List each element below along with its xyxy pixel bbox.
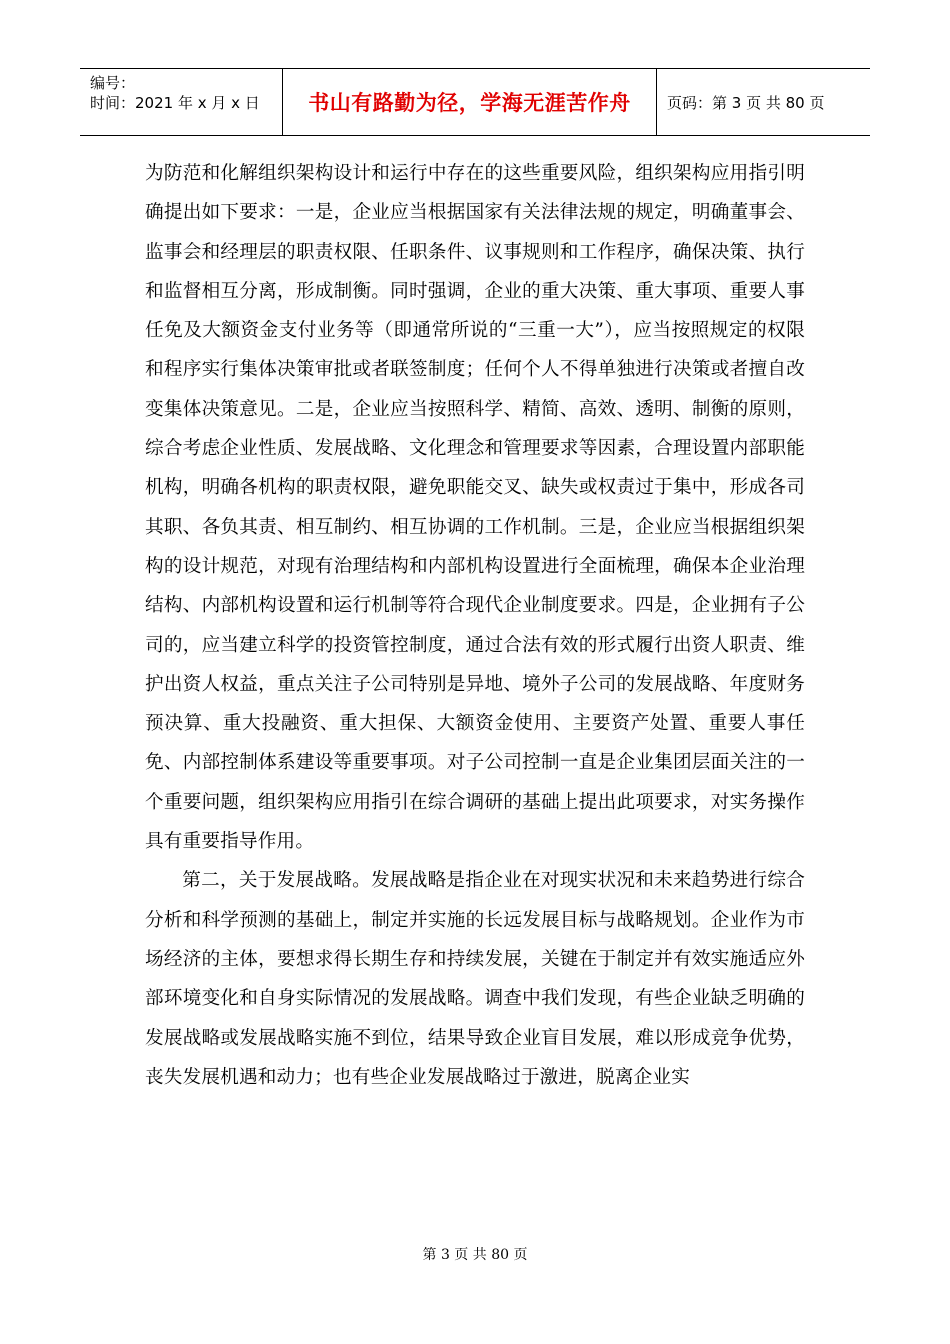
header-motto: 书山有路勤为径，学海无涯苦作舟 (282, 69, 657, 135)
document-body (145, 154, 805, 1097)
document-date-label: 时间：2021 年 x 月 x 日 (90, 94, 260, 112)
header-left-cell (80, 69, 282, 135)
page-header (80, 68, 870, 136)
body-paragraph-2: 第二，关于发展战略。发展战略是指企业在对现实状况和未来趋势进行综合分析和科学预测的基础上，制定并实施的长远发展目标与战略规划。企业作为市场经济的主体，要想求得长期生存和持续发展，关键在于制定并有效实施适应外部环境变化和自身实际情况的发展战略。调查中我们发现，有些企业缺乏明确的发展战略或发展战略实施不到位，结果导致企业盲目发展，难以形成竞争优势，丧失发展机遇和动力；也有些企业发展战略过于激进，脱离企业实 (145, 870, 805, 1088)
header-page-info: 页码：第 3 页 共 80 页 (667, 93, 825, 112)
document-number-label: 编号： (90, 74, 136, 92)
page-footer: 第 3 页 共 80 页 (422, 1247, 528, 1263)
body-paragraph-1: 为防范和化解组织架构设计和运行中存在的这些重要风险，组织架构应用指引明确提出如下要求：一是，企业应当根据国家有关法律法规的规定，明确董事会、监事会和经理层的职责权限、任职条件、议事规则和工作程序，确保决策、执行和监督相互分离，形成制衡。同时强调，企业的重大决策、重大事项、重要人事任免及大额资金支付业务等（即通常所说的“三重一大”），应当按照规定的权限和程序实行集体决策审批或者联签制度；任何个人不得单独进行决策或者擅自改变集体决策意见。二是，企业应当按照科学、精简、高效、透明、制衡的原则，综合考虑企业性质、发展战略、文化理念和管理要求等因素，合理设置内部职能机构，明确各机构的职责权限，避免职能交叉、缺失或权责过于集中，形成各司其职、各负其责、相互制约、相互协调的工作机制。三是，企业应当根据组织架构的设计规范，对现有治理结构和内部机构设置进行全面梳理，确保本企业治理结构、内部机构设置和运行机制等符合现代企业制度要求。四是，企业拥有子公司的，应当建立科学的投资管控制度，通过合法有效的形式履行出资人职责、维护出资人权益，重点关注子公司特别是异地、境外子公司的发展战略、年度财务预决算、重大投融资、重大担保、大额资金使用、主要资产处置、重要人事任免、内部控制体系建设等重要事项。对子公司控制一直是企业集团层面关注的一个重要问题，组织架构应用指引在综合调研的基础上提出此项要求，对实务操作具有重要指导作用。 (145, 163, 805, 853)
